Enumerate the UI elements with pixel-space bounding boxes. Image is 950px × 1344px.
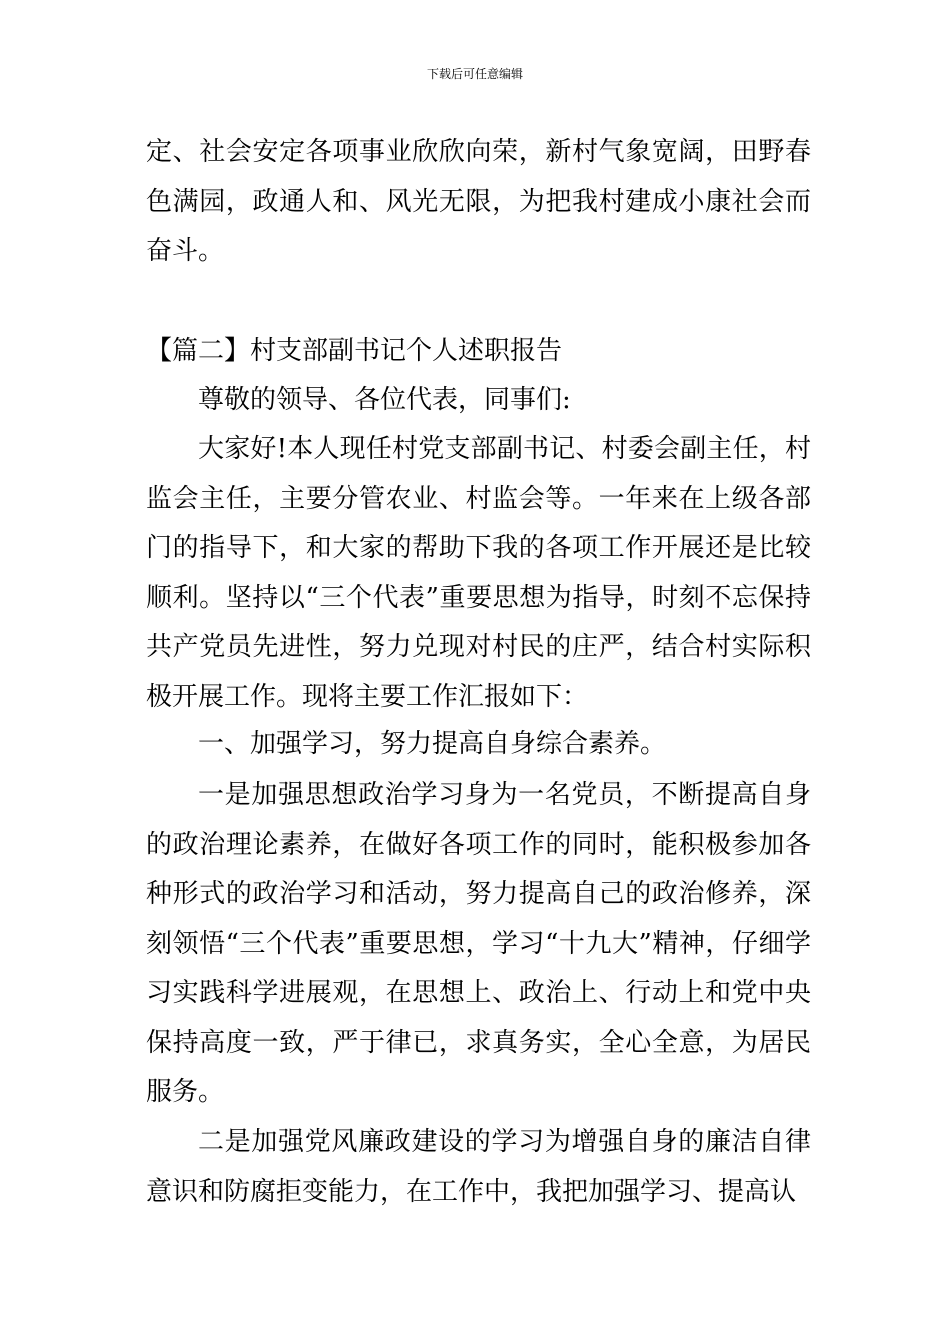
salutation: 尊敬的领导、各位代表，同事们:	[198, 385, 571, 415]
body-paragraph-2: 一是加强思想政治学习身为一名党员，不断提高自身的政治理论素养，在做好各项工作的同时，能积极参加各种形式的政治学习和活动，努力提高自己的政治修养，深刻领悟“三个代表”重要思想，学习“十九大”精神，仔细学习实践科学进展观，在思想上、政治上、行动上和党中央保持高度一致，严于律已，求真务实，全心全意，为居民服务。	[146, 780, 811, 1107]
section-heading-1: 一、加强学习，努力提高自身综合素养。	[198, 729, 667, 759]
intro-paragraph: 定、社会安定各项事业欣欣向荣，新村气象宽阔，田野春色满园，政通人和、风光无限，为把我村建成小康社会而奋斗。	[146, 137, 811, 266]
body-paragraph-1: 大家好!本人现任村党支部副书记、村委会副主任，村监会主任，主要分管农业、村监会等。一年来在上级各部门的指导下，和大家的帮助下我的各项工作开展还是比较顺利。坚持以“三个代表”重要思想为指导，时刻不忘保持共产党员先进性，努力兑现对村民的庄严，结合村实际积极开展工作。现将主要工作汇报如下：	[146, 434, 811, 712]
body-paragraph-3: 二是加强党风廉政建设的学习为增强自身的廉洁自律意识和防腐拒变能力，在工作中，我把加强学习、提高认	[146, 1127, 811, 1207]
section-title: 【篇二】村支部副书记个人述职报告	[146, 336, 563, 366]
page-header-note: 下载后可任意编辑	[426, 67, 523, 81]
